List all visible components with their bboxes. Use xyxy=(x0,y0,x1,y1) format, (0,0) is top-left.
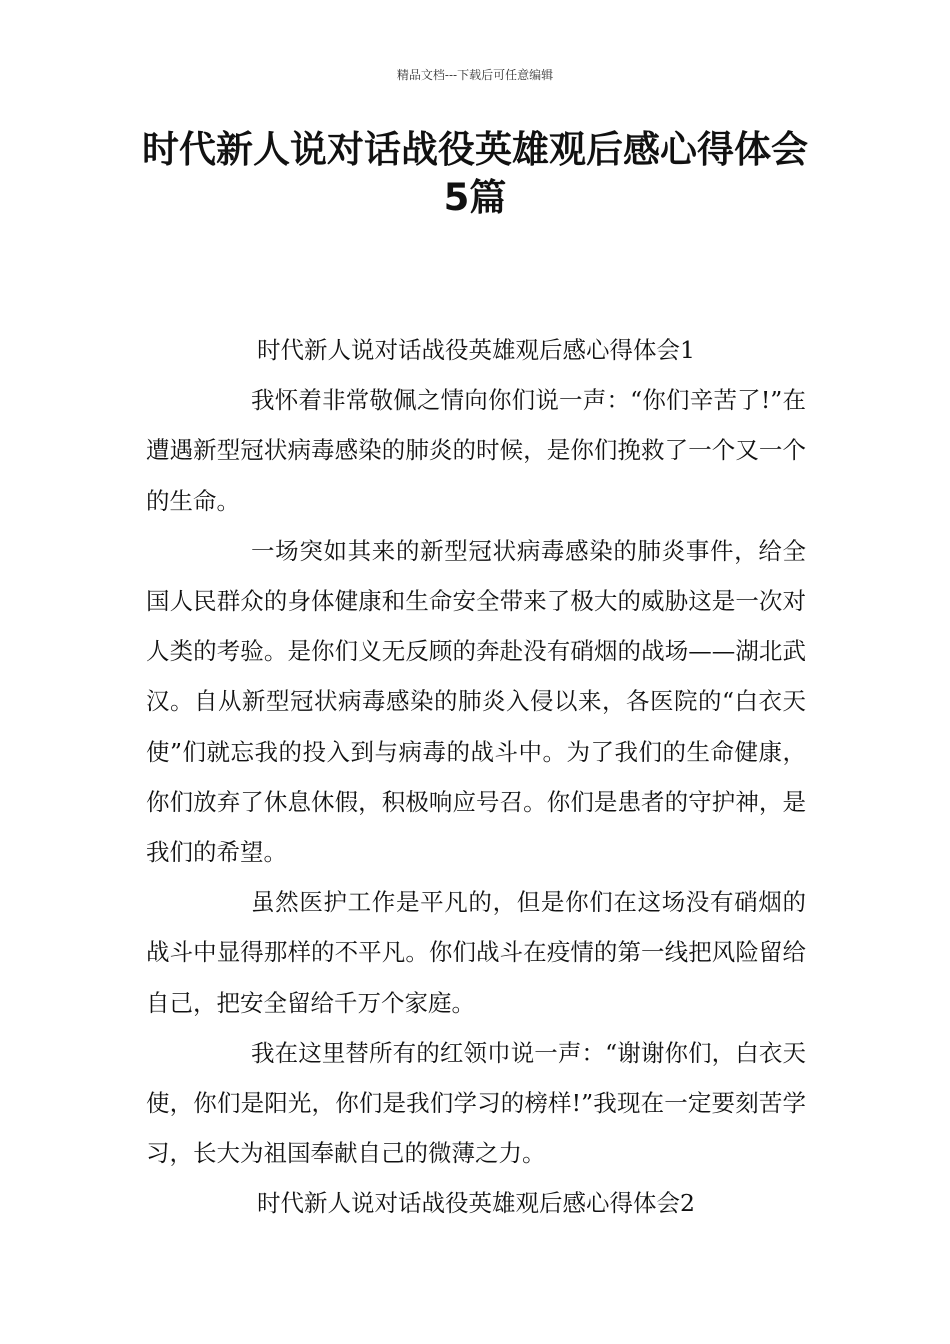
paragraph: 虽然医护工作是平凡的，但是你们在这场没有硝烟的战斗中显得那样的不平凡。你们战斗在疫情的第一线把风险留给自己，把安全留给千万个家庭。 xyxy=(146,888,806,1017)
paragraph: 一场突如其来的新型冠状病毒感染的肺炎事件，给全国人民群众的身体健康和生命安全带来了极大的威胁这是一次对人类的考验。是你们义无反顾的奔赴没有硝烟的战场——湖北武汉。自从新型冠状病毒感染的肺炎入侵以来，各医院的“白衣天使”们就忘我的投入到与病毒的战斗中。为了我们的生命健康，你们放弃了休息休假，积极响应号召。你们是患者的守护神，是我们的希望。 xyxy=(146,536,806,867)
section-heading-1: 时代新人说对话战役英雄观后感心得体会1 xyxy=(257,336,695,364)
header-note: 精品文档---下载后可任意编辑 xyxy=(396,68,554,82)
document-body xyxy=(146,325,806,1229)
section-heading-2: 时代新人说对话战役英雄观后感心得体会2 xyxy=(257,1189,695,1218)
document-title: 时代新人说对话战役英雄观后感心得体会5篇 xyxy=(142,128,808,219)
paragraph: 我在这里替所有的红领巾说一声：“谢谢你们，白衣天使，你们是阳光，你们是我们学习的榜样!”我现在一定要刻苦学习，长大为祖国奉献自己的微薄之力。 xyxy=(146,1038,806,1168)
paragraph: 我怀着非常敬佩之情向你们说一声：“你们辛苦了!”在遭遇新型冠状病毒感染的肺炎的时候，是你们挽救了一个又一个的生命。 xyxy=(146,386,806,515)
